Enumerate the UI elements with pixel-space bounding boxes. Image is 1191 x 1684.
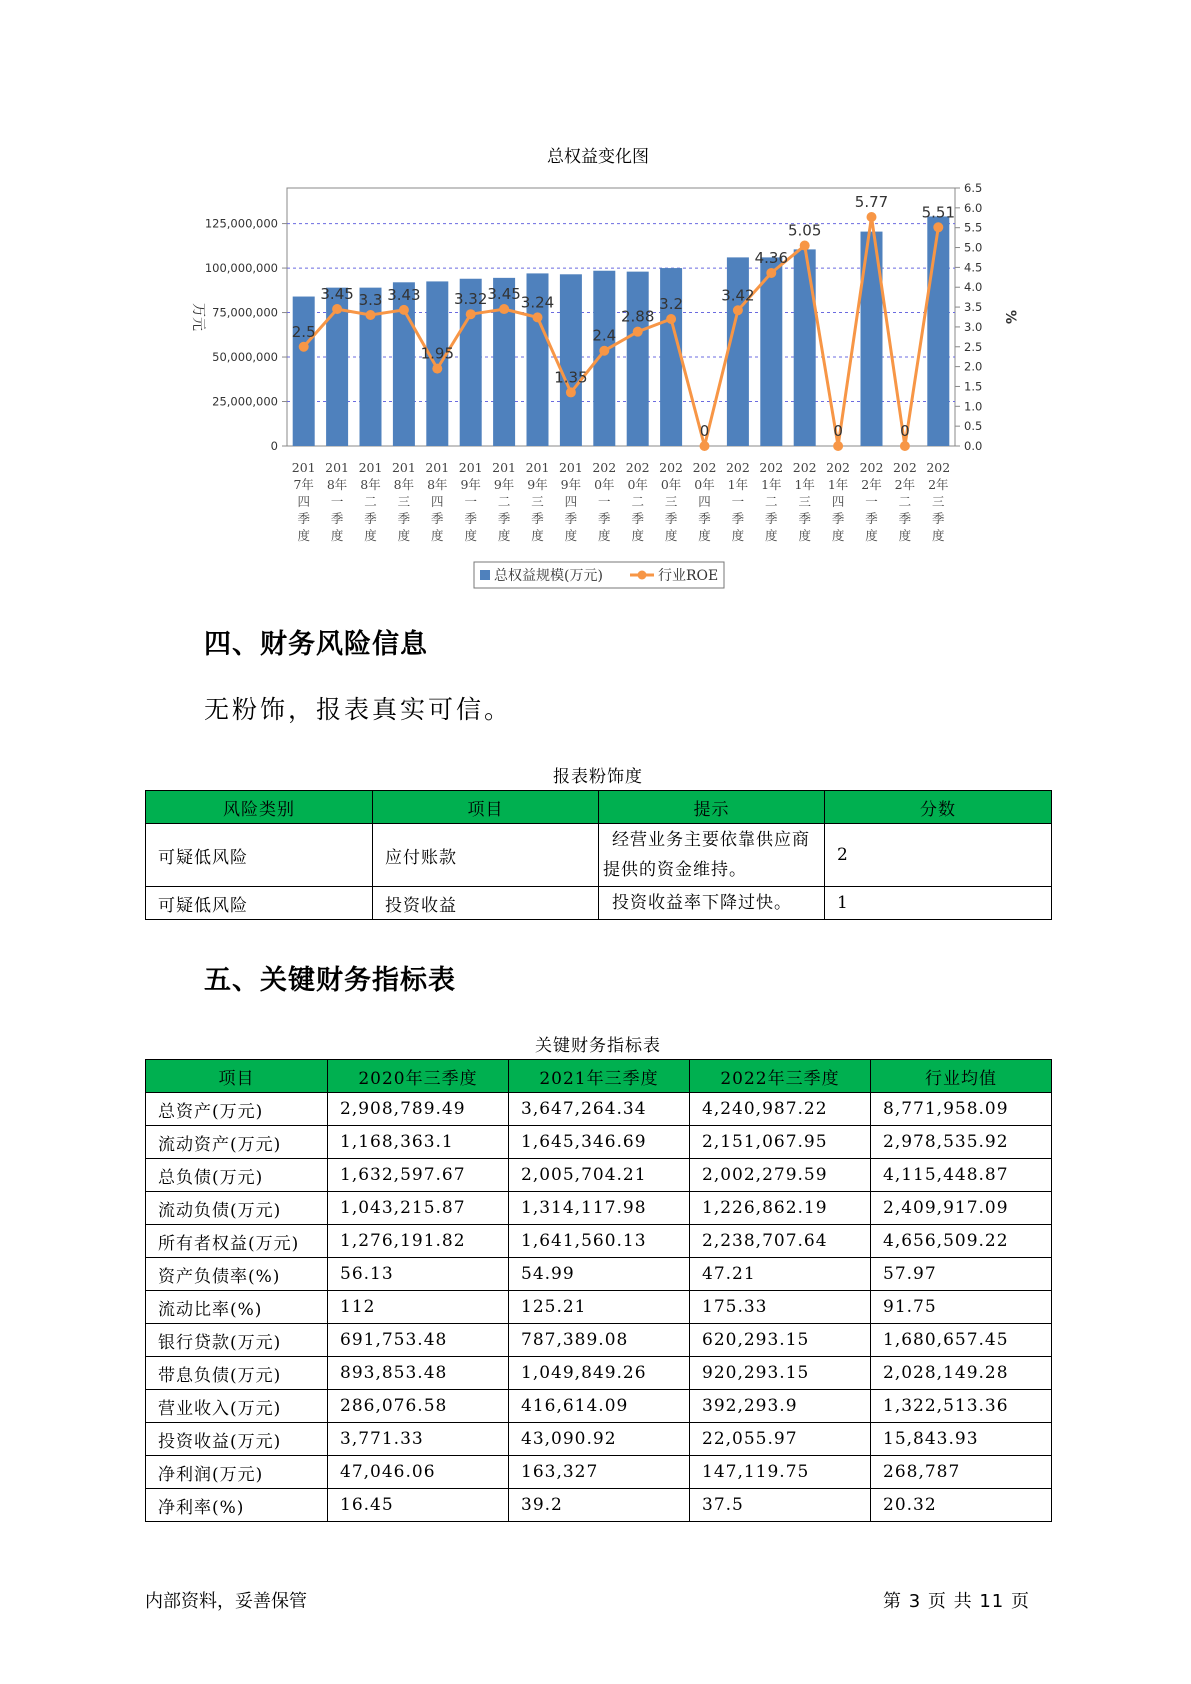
x-category-label: 1年 (827, 477, 849, 492)
kpi-table-body (146, 1093, 1052, 1522)
table-row (146, 887, 1052, 920)
x-category-label: 8年 (360, 477, 381, 492)
x-category-label: 三 (798, 494, 811, 509)
roe-data-label: 4.36 (754, 248, 789, 267)
kpi-value-cell: 22,055.97 (690, 1423, 871, 1456)
kpi-table-header (146, 1060, 1052, 1093)
roe-point (533, 312, 543, 322)
x-category-label: 0年 (594, 477, 615, 492)
y-left-tick-label: 125,000,000 (204, 216, 278, 231)
x-category-label: 季 (464, 511, 477, 526)
kpi-value-cell: 16.45 (328, 1489, 509, 1522)
y-right-tick-label: 0.5 (964, 419, 983, 434)
kpi-value-cell: 2,409,917.09 (871, 1192, 1052, 1225)
x-category-label: 201 (291, 460, 316, 475)
kpi-value-cell: 39.2 (509, 1489, 690, 1522)
risk-category-cell: 可疑低风险 (146, 824, 373, 887)
x-category-label: 季 (330, 511, 344, 526)
roe-data-label: 0 (699, 422, 710, 440)
kpi-value-cell: 2,028,149.28 (871, 1357, 1052, 1390)
x-category-label: 季 (364, 511, 377, 526)
y-right-axis-label: % (1002, 309, 1018, 325)
x-category-label: 2年 (928, 477, 949, 492)
risk-hint-cell: 投资收益率下降过快。 (599, 887, 825, 920)
x-category-label: 季 (397, 511, 411, 526)
kpi-value-cell: 2,151,067.95 (690, 1126, 871, 1159)
x-category-label: 季 (431, 511, 444, 526)
x-category-label: 9年 (527, 477, 548, 492)
kpi-value-cell: 8,771,958.09 (871, 1093, 1052, 1126)
kpi-value-cell: 2,978,535.92 (871, 1126, 1052, 1159)
roe-data-label: 0 (900, 422, 910, 440)
kpi-value-cell: 2,908,789.49 (328, 1093, 509, 1126)
kpi-value-cell: 175.33 (690, 1291, 871, 1324)
chart-plot-area (190, 181, 1018, 588)
legend-line-marker (638, 571, 647, 580)
risk-category-cell: 可疑低风险 (146, 887, 373, 920)
roe-data-label: 1.95 (420, 344, 455, 363)
kpi-value-cell: 268,787 (871, 1456, 1052, 1489)
kpi-value-cell: 3,647,264.34 (509, 1093, 690, 1126)
x-category-label: 二 (631, 494, 644, 509)
x-category-label: 度 (798, 528, 811, 543)
x-category-label: 度 (330, 528, 344, 543)
x-category-label: 0年 (694, 477, 715, 492)
roe-point (466, 309, 476, 319)
roe-point (599, 346, 609, 356)
footer-page-number: 第 3 页 共 11 页 (883, 1591, 1030, 1612)
kpi-value-cell: 1,632,597.67 (328, 1159, 509, 1192)
y-right-tick-label: 0.0 (964, 439, 983, 453)
kpi-value-cell: 1,645,346.69 (509, 1126, 690, 1159)
x-category-label: 二 (898, 494, 912, 509)
roe-data-label: 3.24 (520, 293, 555, 312)
kpi-value-cell: 91.75 (871, 1291, 1052, 1324)
x-category-label: 8年 (427, 477, 448, 492)
x-category-label: 202 (826, 460, 851, 475)
x-category-label: 202 (892, 460, 917, 475)
roe-data-label: 3.42 (721, 286, 755, 305)
y-right-tick-label: 4.0 (964, 280, 983, 295)
kpi-value-cell: 57.97 (871, 1258, 1052, 1291)
kpi-value-cell: 1,314,117.98 (509, 1192, 690, 1225)
risk-table (145, 790, 1052, 920)
equity-chart-svg (0, 0, 1191, 600)
table-row (146, 1192, 1052, 1225)
risk-header-cell: 项目 (373, 791, 599, 824)
kpi-value-cell: 1,276,191.82 (328, 1225, 509, 1258)
kpi-value-cell: 47,046.06 (328, 1456, 509, 1489)
x-category-label: 一 (865, 494, 878, 509)
y-right-tick-label: 2.5 (964, 339, 983, 354)
kpi-metric-cell: 总负债(万元) (146, 1159, 328, 1192)
x-category-label: 201 (325, 460, 350, 475)
kpi-value-cell: 112 (328, 1291, 509, 1324)
bar (493, 278, 515, 446)
table-row (146, 1291, 1052, 1324)
kpi-value-cell: 2,002,279.59 (690, 1159, 871, 1192)
x-category-label: 度 (664, 528, 678, 543)
y-right-tick-label: 4.5 (964, 260, 983, 275)
kpi-metric-cell: 净利率(%) (146, 1489, 328, 1522)
chart-title: 总权益变化图 (547, 147, 649, 167)
x-category-label: 季 (664, 511, 678, 526)
y-right-tick-label: 5.5 (964, 220, 983, 235)
roe-data-label: 3.45 (320, 285, 354, 304)
roe-data-label: 3.43 (387, 285, 421, 304)
table-row (146, 1159, 1052, 1192)
kpi-metric-cell: 营业收入(万元) (146, 1390, 328, 1423)
bar (927, 216, 949, 446)
roe-point (366, 310, 376, 320)
x-category-label: 四 (297, 494, 310, 509)
kpi-header-cell: 行业均值 (871, 1060, 1052, 1093)
x-category-label: 202 (592, 460, 617, 475)
x-category-label: 三 (397, 494, 411, 509)
x-category-label: 度 (297, 528, 310, 543)
roe-point (299, 342, 309, 352)
roe-data-label: 2.4 (592, 326, 617, 345)
footer-confidential: 内部资料，妥善保管 (145, 1591, 307, 1612)
y-right-tick-label: 3.5 (964, 300, 983, 315)
roe-data-label: 3.45 (487, 285, 521, 304)
y-right-tick-label: 1.5 (964, 379, 983, 394)
x-category-label: 202 (759, 460, 784, 475)
kpi-value-cell: 1,680,657.45 (871, 1324, 1052, 1357)
x-category-label: 度 (431, 528, 444, 543)
x-category-label: 季 (531, 511, 544, 526)
x-category-label: 202 (659, 460, 684, 475)
x-category-label: 二 (364, 494, 377, 509)
x-category-label: 202 (926, 460, 951, 475)
x-category-label: 度 (564, 528, 578, 543)
kpi-value-cell: 1,641,560.13 (509, 1225, 690, 1258)
x-category-label: 三 (932, 494, 945, 509)
risk-header-cell: 分数 (825, 791, 1052, 824)
x-category-label: 三 (664, 494, 678, 509)
risk-hint-cell: 经营业务主要依靠供应商提供的资金维持。 (599, 824, 825, 887)
roe-point (766, 268, 776, 278)
risk-header-cell: 提示 (599, 791, 825, 824)
risk-item-cell: 投资收益 (373, 887, 599, 920)
kpi-metric-cell: 总资产(万元) (146, 1093, 328, 1126)
x-category-label: 8年 (393, 477, 415, 492)
bar (627, 272, 649, 446)
y-right-tick-label: 5.0 (964, 240, 983, 255)
x-category-label: 四 (698, 494, 711, 509)
kpi-value-cell: 3,771.33 (328, 1423, 509, 1456)
kpi-header-cell: 2022年三季度 (690, 1060, 871, 1093)
risk-header-cell: 风险类别 (146, 791, 373, 824)
y-left-axis-label: 万元 (190, 303, 206, 331)
roe-data-label: 2.5 (291, 322, 316, 341)
x-category-label: 202 (692, 460, 717, 475)
section4-text: 无粉饰，报表真实可信。 (204, 695, 513, 724)
kpi-value-cell: 691,753.48 (328, 1324, 509, 1357)
x-category-label: 0年 (660, 477, 682, 492)
legend-bar-swatch (480, 570, 490, 580)
table-row (146, 1324, 1052, 1357)
x-category-label: 0年 (627, 477, 648, 492)
roe-point (833, 441, 843, 451)
legend-bar-label: 总权益规模(万元) (494, 568, 603, 584)
x-category-label: 201 (458, 460, 483, 475)
roe-point (566, 387, 576, 397)
y-right-tick-label: 1.0 (964, 399, 983, 414)
kpi-value-cell: 1,168,363.1 (328, 1126, 509, 1159)
x-category-label: 季 (865, 511, 878, 526)
x-category-label: 201 (492, 460, 517, 475)
kpi-metric-cell: 银行贷款(万元) (146, 1324, 328, 1357)
kpi-value-cell: 1,043,215.87 (328, 1192, 509, 1225)
roe-data-label: 5.77 (854, 192, 889, 211)
x-category-label: 度 (397, 528, 411, 543)
table-row (146, 1489, 1052, 1522)
x-category-label: 季 (564, 511, 578, 526)
roe-data-label: 5.51 (921, 203, 956, 222)
bar (794, 249, 816, 446)
kpi-value-cell: 20.32 (871, 1489, 1052, 1522)
risk-item-cell: 应付账款 (373, 824, 599, 887)
roe-point (432, 364, 442, 374)
kpi-header-cell: 2021年三季度 (509, 1060, 690, 1093)
risk-score-cell: 1 (825, 887, 1052, 920)
x-category-label: 201 (358, 460, 383, 475)
roe-point (399, 305, 409, 315)
x-category-label: 201 (425, 460, 450, 475)
x-category-label: 度 (831, 528, 845, 543)
x-category-label: 7年 (293, 477, 314, 492)
x-category-label: 度 (598, 528, 611, 543)
kpi-value-cell: 1,226,862.19 (690, 1192, 871, 1225)
x-category-label: 二 (497, 494, 511, 509)
x-category-label: 四 (431, 494, 444, 509)
x-category-label: 一 (598, 494, 611, 509)
kpi-metric-cell: 流动负债(万元) (146, 1192, 328, 1225)
kpi-value-cell: 125.21 (509, 1291, 690, 1324)
risk-score-cell: 2 (825, 824, 1052, 887)
x-category-label: 三 (531, 494, 544, 509)
roe-data-label: 0 (833, 422, 843, 440)
kpi-metric-cell: 带息负债(万元) (146, 1357, 328, 1390)
kpi-metric-cell: 投资收益(万元) (146, 1423, 328, 1456)
roe-point (867, 212, 877, 222)
x-category-label: 度 (765, 528, 778, 543)
x-category-label: 季 (798, 511, 811, 526)
kpi-header-cell: 2020年三季度 (328, 1060, 509, 1093)
kpi-metric-cell: 流动比率(%) (146, 1291, 328, 1324)
roe-point (800, 241, 810, 251)
x-category-label: 1年 (761, 477, 782, 492)
bar (760, 257, 782, 446)
x-category-label: 度 (497, 528, 511, 543)
table-row (146, 1258, 1052, 1291)
roe-data-label: 3.3 (358, 291, 383, 310)
roe-data-label: 3.32 (453, 290, 488, 309)
y-left-tick-label: 75,000,000 (212, 305, 278, 320)
x-category-label: 季 (765, 511, 778, 526)
y-left-tick-label: 50,000,000 (212, 350, 278, 365)
roe-point (332, 304, 342, 314)
kpi-value-cell: 37.5 (690, 1489, 871, 1522)
roe-data-label: 5.05 (787, 221, 822, 240)
x-category-label: 2年 (861, 477, 882, 492)
x-category-label: 四 (564, 494, 578, 509)
x-category-label: 季 (297, 511, 310, 526)
x-category-label: 202 (859, 460, 884, 475)
x-category-label: 201 (525, 460, 550, 475)
section5-heading: 五、关键财务指标表 (204, 965, 456, 996)
kpi-value-cell: 43,090.92 (509, 1423, 690, 1456)
x-category-label: 9年 (460, 477, 481, 492)
roe-point (733, 305, 743, 315)
x-category-label: 季 (497, 511, 511, 526)
x-category-label: 9年 (493, 477, 515, 492)
table-row (146, 1093, 1052, 1126)
y-right-tick-label: 2.0 (964, 359, 983, 374)
x-category-label: 季 (731, 511, 745, 526)
roe-data-label: 2.88 (620, 307, 655, 326)
roe-point (499, 304, 509, 314)
kpi-value-cell: 56.13 (328, 1258, 509, 1291)
kpi-metric-cell: 所有者权益(万元) (146, 1225, 328, 1258)
y-right-tick-label: 3.0 (964, 319, 983, 334)
table-row (146, 1357, 1052, 1390)
kpi-header-cell: 项目 (146, 1060, 328, 1093)
table-row (146, 1225, 1052, 1258)
kpi-value-cell: 620,293.15 (690, 1324, 871, 1357)
kpi-value-cell: 4,656,509.22 (871, 1225, 1052, 1258)
x-category-label: 202 (725, 460, 750, 475)
risk-table-caption: 报表粉饰度 (553, 767, 643, 787)
x-category-label: 度 (932, 528, 945, 543)
x-category-label: 季 (831, 511, 845, 526)
kpi-value-cell: 54.99 (509, 1258, 690, 1291)
kpi-value-cell: 787,389.08 (509, 1324, 690, 1357)
roe-point (900, 441, 910, 451)
x-category-label: 度 (698, 528, 711, 543)
kpi-value-cell: 2,005,704.21 (509, 1159, 690, 1192)
kpi-value-cell: 416,614.09 (509, 1390, 690, 1423)
x-category-label: 度 (731, 528, 745, 543)
kpi-value-cell: 147,119.75 (690, 1456, 871, 1489)
kpi-value-cell: 1,049,849.26 (509, 1357, 690, 1390)
x-category-label: 季 (932, 511, 945, 526)
x-category-label: 一 (330, 494, 344, 509)
x-category-label: 一 (731, 494, 745, 509)
kpi-value-cell: 4,240,987.22 (690, 1093, 871, 1126)
kpi-table-caption: 关键财务指标表 (535, 1036, 661, 1056)
x-category-label: 度 (898, 528, 912, 543)
kpi-value-cell: 47.21 (690, 1258, 871, 1291)
table-row (146, 1390, 1052, 1423)
kpi-value-cell: 893,853.48 (328, 1357, 509, 1390)
kpi-value-cell: 2,238,707.64 (690, 1225, 871, 1258)
kpi-value-cell: 15,843.93 (871, 1423, 1052, 1456)
x-category-label: 度 (865, 528, 878, 543)
roe-point (633, 327, 643, 337)
x-category-label: 二 (765, 494, 778, 509)
kpi-value-cell: 392,293.9 (690, 1390, 871, 1423)
roe-point (666, 314, 676, 324)
equity-chart (0, 0, 1191, 600)
bar (293, 297, 315, 446)
table-row (146, 1126, 1052, 1159)
kpi-metric-cell: 净利润(万元) (146, 1456, 328, 1489)
x-category-label: 季 (898, 511, 912, 526)
legend-line-label: 行业ROE (658, 568, 719, 584)
table-row (146, 1423, 1052, 1456)
table-row (146, 824, 1052, 887)
x-category-label: 度 (364, 528, 377, 543)
x-category-label: 202 (792, 460, 817, 475)
roe-data-label: 3.2 (659, 294, 684, 313)
x-category-label: 度 (464, 528, 477, 543)
x-category-label: 度 (631, 528, 644, 543)
section4-heading: 四、财务风险信息 (204, 629, 428, 660)
y-right-tick-label: 6.5 (964, 181, 983, 195)
x-category-label: 9年 (560, 477, 582, 492)
x-category-label: 度 (531, 528, 544, 543)
kpi-metric-cell: 资产负债率(%) (146, 1258, 328, 1291)
x-category-label: 201 (391, 460, 416, 475)
y-left-tick-label: 0 (270, 439, 278, 453)
kpi-table (145, 1059, 1052, 1522)
x-category-label: 季 (631, 511, 644, 526)
kpi-value-cell: 286,076.58 (328, 1390, 509, 1423)
x-category-label: 季 (698, 511, 711, 526)
x-category-label: 1年 (727, 477, 749, 492)
bar (560, 274, 582, 446)
x-category-label: 8年 (326, 477, 348, 492)
kpi-value-cell: 163,327 (509, 1456, 690, 1489)
table-row (146, 1456, 1052, 1489)
roe-data-label: 1.35 (554, 368, 588, 387)
x-category-label: 2年 (894, 477, 916, 492)
risk-table-header (146, 791, 1052, 824)
y-left-tick-label: 100,000,000 (204, 261, 278, 276)
kpi-metric-cell: 流动资产(万元) (146, 1126, 328, 1159)
x-category-label: 四 (831, 494, 845, 509)
kpi-value-cell: 920,293.15 (690, 1357, 871, 1390)
x-category-label: 201 (558, 460, 583, 475)
y-right-tick-label: 6.0 (964, 200, 983, 215)
x-category-label: 季 (598, 511, 611, 526)
kpi-value-cell: 1,322,513.36 (871, 1390, 1052, 1423)
kpi-value-cell: 4,115,448.87 (871, 1159, 1052, 1192)
roe-point (700, 441, 710, 451)
x-category-label: 1年 (794, 477, 815, 492)
x-category-label: 202 (625, 460, 650, 475)
y-left-tick-label: 25,000,000 (212, 394, 278, 409)
x-category-label: 一 (464, 494, 477, 509)
roe-point (933, 222, 943, 232)
